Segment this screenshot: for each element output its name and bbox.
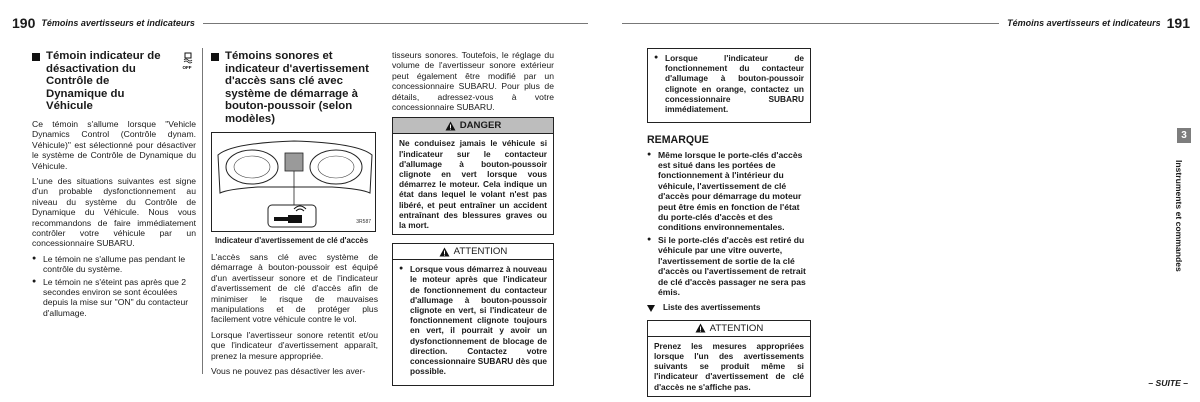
paragraph: Ce témoin s'allume lorsque "Vehicle Dynamics Control (Contrôle dynam. Véhicule)" est sélectionné pour désactiver le système de Contrôle de Dynamique du Véhicule. [32,118,196,171]
list-item: ● Si le porte-clés d'accès est retiré du véhicule par une vitre ouverte, l'avertissement de sortie de la clé d'accès ou l'avertissement de retrait de clé d'accès passager ne sera pas émis. [647,235,811,297]
danger-label: DANGER [459,120,502,132]
paragraph: L'une des situations suivantes est signe d'un probable dysfonctionnement au niveau du système du Contrôle de Dynamique du Véhicule. Nous vous recommandons de faire immédiatement contrôler votre véhicule par un concessionnaire SUBARU. [32,176,196,249]
square-bullet-icon [32,53,40,61]
list-item: ● Même lorsque le porte-clés d'accès est situé dans les portées de fonctionnement à l'intérieur du véhicule, l'avertissement de clé d'accès pour démarrage du moteur peut être émis en fonction de l'état du porte-clés d'accès et des conditions environnementales. [647,150,811,233]
attention-header [393,244,553,260]
key-warning-figure [211,132,376,232]
instrument-cluster-illustration [212,133,377,233]
remarque-heading: REMARQUE [647,134,709,147]
list-item: ● Le témoin ne s'allume pas pendant le contrôle du système. [32,254,196,275]
danger-text: Ne conduisez jamais le véhicule si l'indicateur sur le contacteur d'allumage à bouton-poussoir clignote en vert lorsque vous démarrez le moteur. Cela indique un état dans lequel le volant n'est pas libéré, et peut entraîner un accident entraînant des blessures graves ou la mort. [399,138,547,231]
attention-box [647,320,811,397]
paragraph: Lorsque l'avertisseur sonore retentit et/ou que l'indicateur d'avertissement apparaît, prenez la mesure appropriée. [211,329,378,361]
remarque-list [647,150,811,298]
attention-continued-box [647,48,811,123]
vehicle-dynamics-off-icon [182,52,194,75]
icon-label: OFF [182,65,192,70]
left-column-1 [32,50,196,322]
header-rule [622,23,999,24]
page-header-right [622,14,1190,32]
warning-triangle-icon [445,121,456,131]
attention-body [393,260,553,384]
paragraph: tisseurs sonores. Toutefois, le réglage du volume de l'avertisseur sonore extérieur peut également être modifié par un concessionnaire SUBARU. Pour plus de détails, adressez-vous à votre concessionnaire SUBARU. [392,50,554,113]
warning-triangle-icon [439,247,450,257]
right-page [610,0,1200,402]
column-divider [202,48,203,374]
continued-marker: – SUITE – [1148,378,1188,388]
list-item: ● Le témoin ne s'éteint pas après que 2 secondes environ se sont écoulées depuis la mise sur "ON" du contacteur d'allumage. [32,277,196,319]
page-header-left [12,14,590,32]
list-heading [647,303,811,313]
page-number: 190 [12,15,36,31]
chapter-title: Instruments et commandes [1174,160,1184,272]
attention-box [392,243,554,385]
section-title: Témoins avertisseurs et indicateurs [1007,18,1161,28]
attention-header [648,321,810,337]
attention-continued-body [648,49,810,122]
section-heading: Témoin indicateur de désactivation du Contrôle de Dynamique du Véhicule [46,50,161,113]
left-column-3 [392,50,554,394]
section-heading: Témoins sonores et indicateur d'avertissement d'accès sans clé avec système de démarrage à bouton-poussoir (selon modèles) [225,50,369,125]
triangle-down-icon [647,305,655,312]
section-heading-block [211,50,378,126]
paragraph: L'accès sans clé avec système de démarrage à bouton-poussoir est équipé d'un avertisseur sonore et de l'indicateur d'avertissement de clé d'accès afin de minimiser le risque de mauvaises manipulations et de protéger plus facilement votre véhicule contre le vol. [211,251,378,325]
list-item: ● Lorsque l'indicateur de fonctionnement du contacteur d'allumage à bouton-poussoir clignote en orange, contactez un concessionnaire SUBARU immédiatement. [654,53,804,114]
figure-caption: Indicateur d'avertissement de clé d'accès [215,235,369,245]
page-number: 191 [1166,15,1190,31]
figure-code: 3R587 [356,219,371,226]
danger-box [392,117,554,235]
list-heading-label: Liste des avertissements [663,303,761,313]
section-title: Témoins avertisseurs et indicateurs [41,18,195,28]
left-column-2 [211,50,378,381]
warning-triangle-icon [695,323,706,333]
attention-label: ATTENTION [453,246,508,258]
paragraph: Vous ne pouvez pas désactiver les aver- [211,366,366,377]
chapter-tab: 3 [1177,128,1191,143]
section-heading-block [32,50,196,113]
right-column-1 [647,48,811,402]
danger-header [393,118,553,134]
left-page [0,0,590,402]
attention-label: ATTENTION [709,322,764,334]
attention-text: Prenez les mesures appropriées lorsque l'un des avertissements suivants se produit même si l'indicateur d'avertissement de clé d'accès ne s'affiche pas. [654,340,804,392]
bullet-list [654,53,804,114]
bullet-list [32,254,196,318]
header-rule [203,23,588,24]
bullet-list [399,264,547,376]
list-item: ● Lorsque vous démarrez à nouveau le moteur après que l'indicateur de fonctionnement du contacteur d'allumage à bouton-poussoir clignote en vert, si l'indicateur de fonctionnement clignote toujours en vert, il pourrait y avoir un dysfonctionnement de blocage de direction. Contactez votre concessionnaire SUBARU dès que possible. [399,264,547,376]
square-bullet-icon [211,53,219,61]
chapter-title-vertical [1166,160,1200,280]
